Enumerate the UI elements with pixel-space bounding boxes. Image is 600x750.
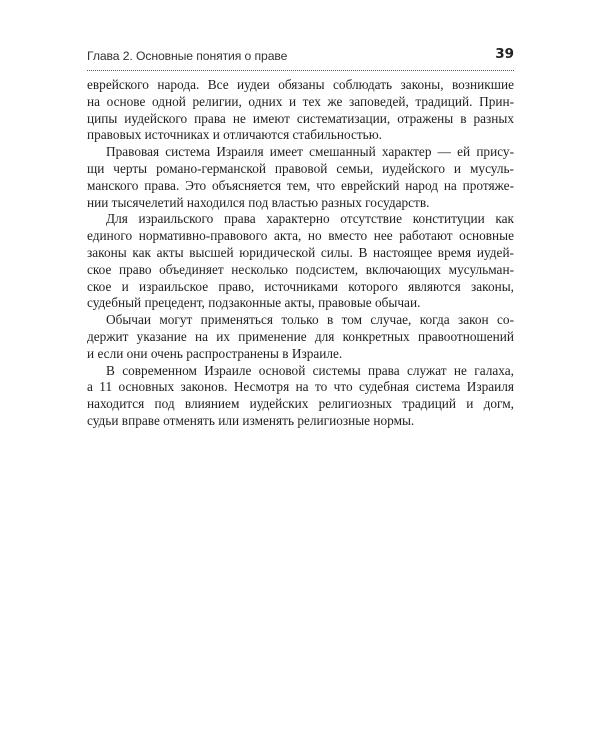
running-header — [87, 46, 514, 71]
paragraph: ское и израильское право, источниками которого являются законы, — [87, 278, 514, 294]
paragraph: законы как акты высшей юридической силы. В настоящее время иудей- — [87, 244, 514, 260]
body-text — [87, 77, 514, 430]
paragraph: еврейского народа. Все иудеи обязаны соблюдать законы, возникшие — [87, 77, 514, 92]
paragraph: В современном Израиле основой системы права служат не галаха, — [106, 362, 514, 378]
paragraph: Для израильского права характерно отсутствие конституции как — [106, 211, 514, 227]
paragraph: держит указание на их применение для конкретных правоотношений — [87, 328, 514, 344]
paragraph: ципы иудейского права не имеют систематизации, отражены в разных — [87, 110, 514, 126]
paragraph: а 11 основных законов. Несмотря на то что судебная система Израиля — [87, 379, 514, 395]
paragraph: и если они очень распространены в Израиле. — [87, 345, 343, 361]
paragraph: щи черты романо-германской правовой семьи, иудейского и мусуль- — [87, 160, 514, 176]
paragraph: находится под влиянием иудейских религиозных традиций и догм, — [87, 396, 514, 412]
paragraph: правовых источниках и отличаются стабильностью. — [87, 127, 382, 143]
paragraph: единого нормативно-правового акта, но вместо нее работают основные — [87, 228, 514, 244]
paragraph: ское право объединяет несколько подсистем, включающих мусульман- — [87, 261, 514, 277]
paragraph: манского права. Это объясняется тем, что еврейский народ на протяже- — [87, 177, 514, 193]
page-number: 39 — [495, 46, 514, 62]
paragraph: Обычаи могут применяться только в том случае, когда закон со- — [106, 312, 514, 328]
paragraph: судьи вправе отменять или изменять религиозные нормы. — [87, 412, 415, 428]
paragraph: Правовая система Израиля имеет смешанный характер — ей прису- — [106, 144, 514, 160]
paragraph: на основе одной религии, одних и тех же заповедей, традиций. Прин- — [87, 93, 514, 109]
paragraph: судебный прецедент, подзаконные акты, правовые обычаи. — [87, 295, 421, 311]
chapter-title: Глава 2. Основные понятия о праве — [87, 49, 288, 63]
paragraph: нии тысячелетий находился под властью разных государств. — [87, 194, 430, 210]
